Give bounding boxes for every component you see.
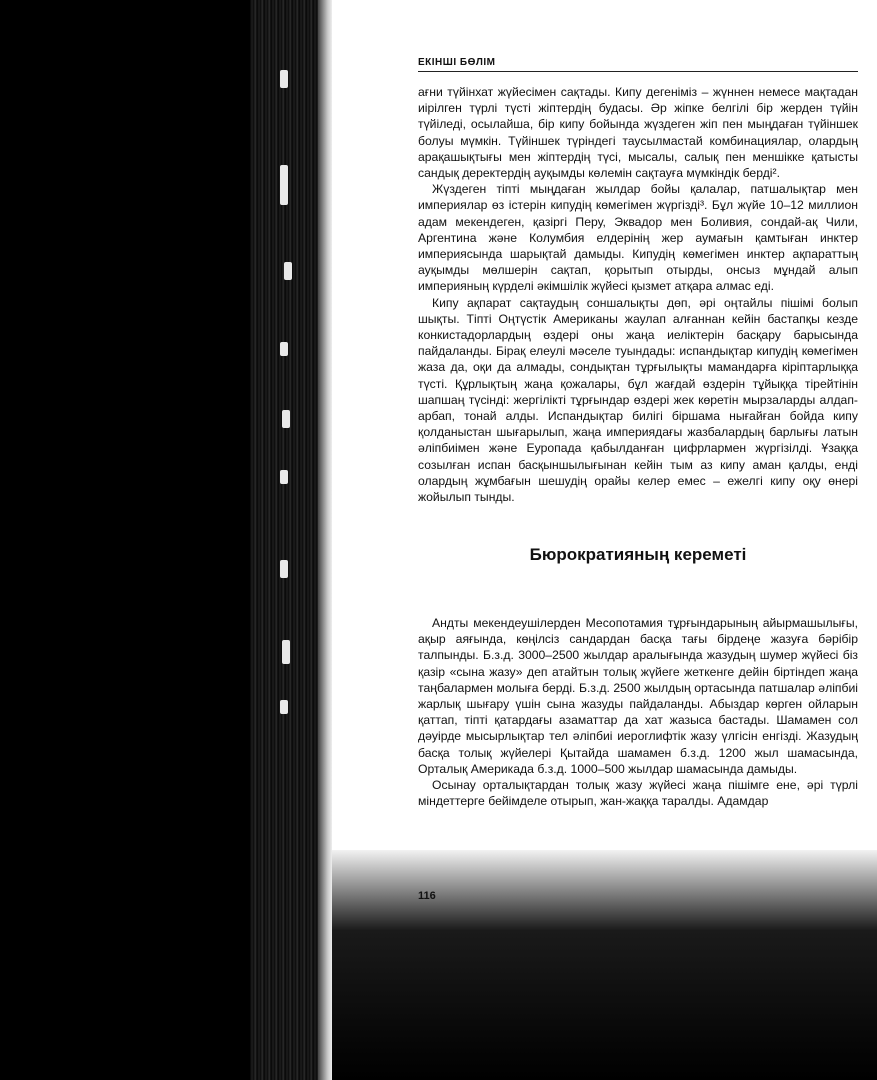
section-heading: Бюрократияның кереметі	[529, 545, 747, 564]
paragraph: Андты мекендеушілерден Месопотамия тұрғындарының айырмашылығы, ақыр аяғында, көңілсіз сандардан басқа тағы бірдеңе жазуға бәрібір талпынды. Б.з.д. 3000–2500 жылдар аралығында жазудың шумер жүйесі біз қазір «сына жазу» деп атайтын толық жүйеге жеткенге дейін біртіндеп жаңа таңбалармен молыға берді. Б.з.д. 2500 жылдың ортасында патшалар әліпбиі жарлық шығару үшін сына жазуды пайдаланды. Абыздар көрген ойларын қаттап, тіпті қатардағы азаматтар да хат жазыса бастады. Шамамен сол дәуірде мысырлықтар тел әліпбиі иероглифтік жазу үлгісін енгізді. Жазудың басқа толық жүйелері Қытайда шамамен б.з.д. 1200 жыл шамасында, Орталық Америкада б.з.д. 1000–500 жылдар шамасында дамыды.	[418, 616, 858, 776]
paragraph: Кипу ақпарат сақтаудың соншалықты дөп, әрі оңтайлы пішімі болып шықты. Тіпті Оңтүстік Американы жаулап алғаннан кейін бастапқы кезде конкистадорлардың өздері оны жаңа иеліктерін басқару барысында пайдаланды. Бірақ елеулі мәселе туындады: испандықтар кипудің көмегімен жаза да, оқи да алмады, сондықтан тұрғылықты мамандарға кіріптарлыққа түсті. Құрлықтың жаңа қожалары, бұл жағдай өздерін тұйыққа тірейтінін шапшаң түсінді: жергілікті тұрғындар өздері жек көретін мырзаларды алдап-арбап, тонай алды. Испандықтар билігі біршама нығайған бойда кипу қолданыстан шығарылып, жаңа империядағы жазбалардың барлығы латын әліпбиімен және Еуропада қабылданған цифрлармен жүргізілді. Ұзаққа созылған испан басқыншылығынан кейін тым аз кипу аман қалды, енді олардың жұмбағын шешудің орайы келер емес – ежелгі кипу оқу өнері жойылып тынды.	[418, 295, 858, 505]
body-text-bottom	[418, 615, 858, 809]
page-bottom-shadow	[332, 850, 877, 1080]
paragraph: Жүздеген тіпті мыңдаған жылдар бойы қалалар, патшалықтар мен империялар өз істерін кипудің көмегімен жүргізді³. Бұл жүйе 10–12 миллион адам мекендеген, қазіргі Перу, Эквадор мен Боливия, сондай-ақ Чили, Аргентина және Колумбия елдерінің жер аумағын қамтыған инктер империясында шарықтай дамыды. Кипудің көмегімен инктер ақпараттың ауқымды мөлшерін сақтап, қорытып отырды, онсыз мұндай алып империяның күрделі әкімшілік жүйесі қызмет атқара алмас еді.	[418, 182, 858, 294]
running-header: ЕКІНШІ БӨЛІМ	[418, 57, 496, 68]
header-rule	[418, 71, 858, 72]
page-number: 116	[418, 890, 436, 902]
paragraph: Осынау орталықтардан толық жазу жүйесі жаңа пішімге ене, әрі түрлі міндеттерге бейімделе отырып, жан-жаққа таралды. Адамдар	[418, 778, 858, 809]
paragraph: ағни түйінхат жүйесімен сақтады. Кипу дегеніміз – жүннен немесе мақтадан иірілген түрлі түсті жіптердің будасы. Әр жіпке белгілі бір жерден түйін түйіледі, осылайша, бір кипу бойында жүздеген жіп пен мыңдаған түйіншек болуы мүмкін. Түйіншек түріндегі таусылмастай комбинациялар, олардың арақашықтығы мен жіптердің түсі, мысалы, салық пен меншікке қатысты сандық деректердің ауқымды көлемін сақтауға мүмкіндік берді².	[418, 85, 858, 181]
body-text-top	[418, 84, 858, 505]
